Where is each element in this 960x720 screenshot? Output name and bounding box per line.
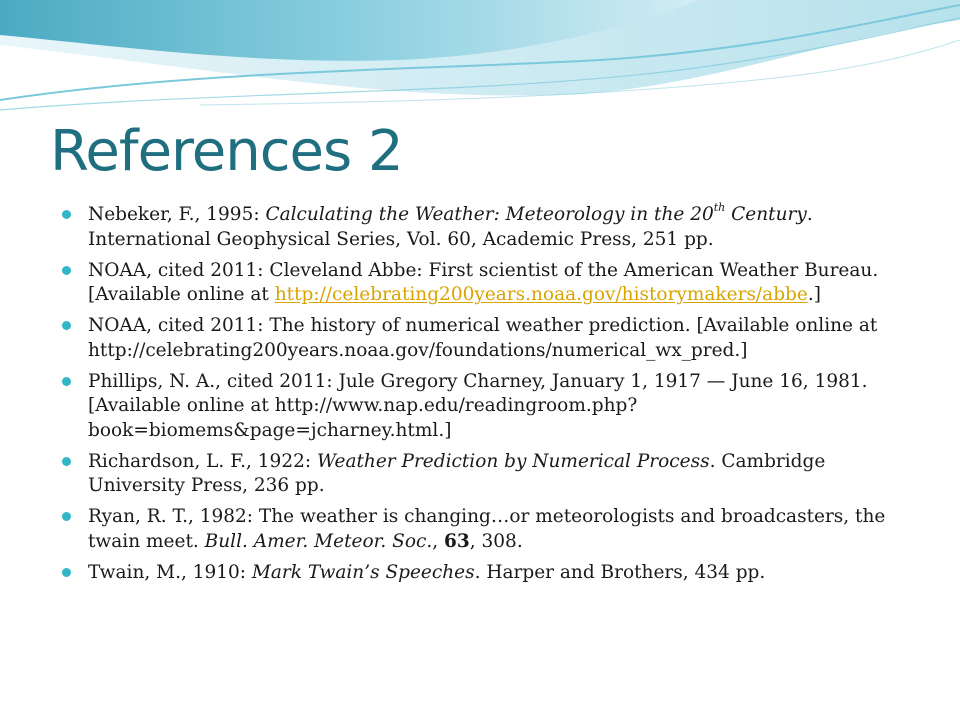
reference-book-title: Weather Prediction by Numerical Process [316,450,710,472]
reference-text: , [432,530,444,552]
reference-text: Richardson, L. F., 1922: [88,450,317,472]
reference-item [62,314,912,363]
reference-text: . Cambridge University Press, 236 pp. [88,450,826,496]
bullet-icon [62,377,71,386]
reference-list [62,200,912,592]
bullet-icon [62,512,71,521]
reference-text: , 308. [469,530,523,552]
reference-text: . International Geophysical Series, Vol. 60, Academic Press, 251 pp. [88,204,813,250]
reference-book-title: Century [725,204,807,225]
reference-item [62,561,912,586]
reference-book-title: Calculating the Weather: Meteorology in the 20 [265,204,714,225]
reference-text: Nebeker, F., 1995: [88,204,266,225]
reference-text: Ryan, R. T., 1982: The weather is changing…or meteorologists and broadcasters, the twain meet. [88,506,886,552]
reference-item [62,259,912,308]
reference-item [62,370,912,444]
reference-item [62,450,912,499]
reference-text: Twain, M., 1910: [88,561,252,583]
journal-volume: 63 [444,530,470,552]
reference-item [62,200,912,252]
reference-item [62,505,912,554]
journal-name: Bull. Amer. Meteor. Soc. [204,530,433,552]
reference-text: . Harper and Brothers, 434 pp. [474,561,766,583]
reference-book-title: Mark Twain’s Speeches [251,561,475,583]
bullet-icon [62,321,71,330]
reference-text: NOAA, cited 2011: Cleveland Abbe: First scientist of the American Weather Bureau. [Available online at [88,259,879,305]
bullet-icon [62,210,71,219]
bullet-icon [62,266,71,275]
bullet-icon [62,457,71,466]
abbe-history-link[interactable]: http://celebrating200years.noaa.gov/historymakers/abbe [274,284,808,305]
reference-text: .] [807,284,821,305]
reference-text: NOAA, cited 2011: The history of numerical weather prediction. [Available online at http://celebrating200years.noaa.gov/foundations/numerical_wx_pred.] [88,315,878,361]
bullet-icon [62,568,71,577]
slide-title: References 2 [50,119,403,184]
ordinal-superscript: th [713,200,726,214]
reference-text: Phillips, N. A., cited 2011: Jule Gregory Charney, January 1, 1917 — June 16, 1981. [Available online at http://www.nap.edu/readingroom.php?book=biomems&page=jcharney.html.] [88,370,868,441]
header-wave-banner [0,0,960,130]
